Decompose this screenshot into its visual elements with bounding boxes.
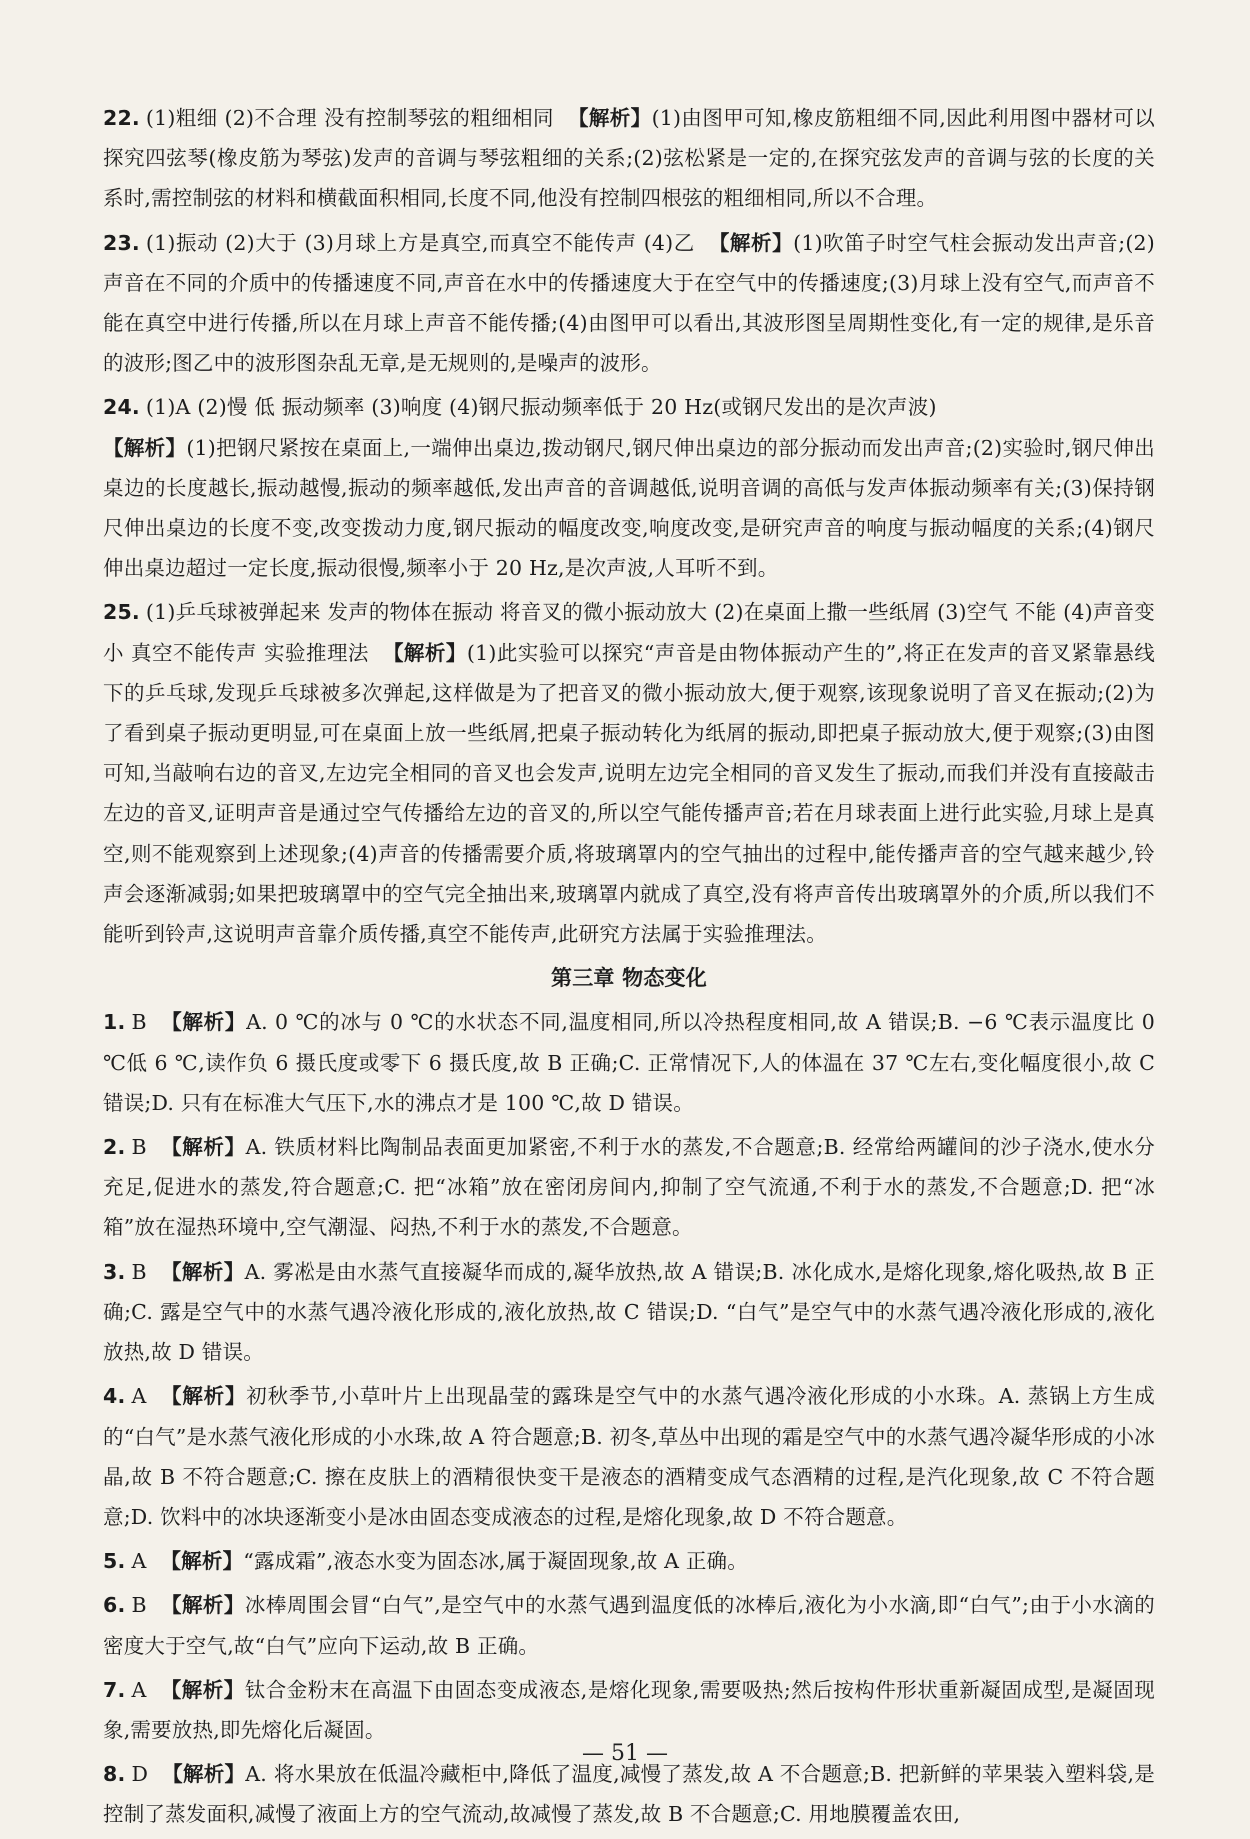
answer-text: B [131,1593,147,1618]
question-number: 2. [103,1135,126,1160]
answer-entry-2 [103,1127,1155,1248]
analysis-text: (1)把钢尺紧按在桌面上,一端伸出桌边,拨动钢尺,钢尺伸出桌边的部分振动而发出声音;(2)实验时,钢尺伸出桌边的长度越长,振动越慢,振动的频率越低,发出声音的音调越低,说明音调的高低与发声体振动频率有关;(3)保持钢尺伸出桌边的长度不变,改变拨动力度,钢尺振动的幅度改变,响度改变,是研究声音的响度与振动幅度的关系;(4)钢尺伸出桌边超过一定长度,振动很慢,频率小于 20 Hz,是次声波,人耳听不到。 [103,435,1155,581]
question-number: 4. [103,1384,126,1409]
analysis-tag: 【解析】 [567,106,652,130]
analysis-tag: 【解析】 [160,1677,245,1702]
answer-entry-5 [103,1541,1155,1581]
analysis-tag: 【解析】 [160,1549,244,1574]
answer-entry-8 [103,1754,1155,1834]
analysis-text: 初秋季节,小草叶片上出现晶莹的露珠是空气中的水蒸气遇冷液化形成的小水珠。A. 蒸锅上方生成的“白气”是水蒸气液化形成的小水珠,故 A 符合题意;B. 初冬,草丛中出现的霜是空气中的水蒸气遇冷凝华形成的小冰晶,故 B 不符合题意;C. 擦在皮肤上的酒精很快变干是液态的酒精变成气态酒精的过程,是汽化现象,故 C 不符合题意;D. 饮料中的冰块逐渐变小是冰由固态变成液态的过程,是熔化现象,故 D 不符合题意。 [103,1384,1155,1529]
analysis-text: A. 将水果放在低温冷藏柜中,降低了温度,减慢了蒸发,故 A 不合题意;B. 把新鲜的苹果装入塑料袋,是控制了蒸发面积,减慢了液面上方的空气流动,故减慢了蒸发,故 B 不合题意;C. 用地膜覆盖农田, [103,1762,1155,1827]
analysis-text: “露成霜”,液态水变为固态冰,属于凝固现象,故 A 正确。 [243,1549,748,1574]
page-number: — 51 — [582,1741,668,1766]
question-number: 23. [103,230,140,255]
question-number: 6. [103,1593,126,1618]
analysis-tag: 【解析】 [160,1010,247,1035]
question-number: 7. [103,1677,126,1702]
answer-text: A [131,1384,147,1409]
question-number: 5. [103,1549,126,1574]
answer-text: B [131,1135,147,1160]
question-number: 3. [103,1259,126,1284]
analysis-text: 钛合金粉末在高温下由固态变成液态,是熔化现象,需要吸热;然后按构件形状重新凝固成型,是凝固现象,需要放热,即先熔化后凝固。 [103,1677,1155,1742]
question-number: 8. [103,1762,126,1787]
analysis-tag: 【解析】 [708,230,794,255]
analysis-tag: 【解析】 [103,435,187,460]
analysis-tag: 【解析】 [160,1384,247,1409]
answer-entry-1 [103,1002,1155,1123]
analysis-text: (1)由图甲可知,橡皮筋粗细不同,因此利用图中器材可以探究四弦琴(橡皮筋为琴弦)发声的音调与琴弦粗细的关系;(2)弦松紧是一定的,在探究弦发声的音调与弦的长度的关系时,需控制弦的材料和横截面积相同,长度不同,他没有控制四根弦的粗细相同,所以不合理。 [103,106,1155,211]
answer-text: A [131,1549,147,1574]
question-number: 24. [103,395,140,420]
answer-entry-25 [103,592,1155,954]
question-number: 1. [103,1010,126,1035]
answer-entry-22 [103,98,1155,219]
page-content [103,98,1155,1839]
answer-entry-24 [103,387,1155,588]
answer-entry-4 [103,1376,1155,1537]
chapter-title: 第三章 物态变化 [551,966,707,991]
analysis-text: A. 铁质材料比陶制品表面更加紧密,不利于水的蒸发,不合题意;B. 经常给两罐间的沙子浇水,使水分充足,促进水的蒸发,符合题意;C. 把“冰箱”放在密闭房间内,抑制了空气流通,不利于水的蒸发,不合题意;D. 把“冰箱”放在湿热环境中,空气潮湿、闷热,不利于水的蒸发,不合题意。 [103,1135,1155,1240]
answer-text: (1)粗细 (2)不合理 没有控制琴弦的粗细相同 [145,106,554,130]
answer-entry-23 [103,223,1155,384]
analysis-text: A. 雾凇是由水蒸气直接凝华而成的,凝华放热,故 A 错误;B. 冰化成水,是熔化现象,熔化吸热,故 B 正确;C. 露是空气中的水蒸气遇冷液化形成的,液化放热,故 C 错误;D. “白气”是空气中的水蒸气遇冷液化形成的,液化放热,故 D 错误。 [103,1259,1155,1365]
analysis-tag: 【解析】 [382,640,467,665]
answer-entry-7 [103,1670,1155,1750]
analysis-text: A. 0 ℃的冰与 0 ℃的水状态不同,温度相同,所以冷热程度相同,故 A 错误;B. −6 ℃表示温度比 0 ℃低 6 ℃,读作负 6 摄氏度或零下 6 摄氏度,故 B 正确;C. 正常情况下,人的体温在 37 ℃左右,变化幅度很小,故 C 错误;D. 只有在标准大气压下,水的沸点才是 100 ℃,故 D 错误。 [103,1010,1155,1115]
answer-text: (1)振动 (2)大于 (3)月球上方是真空,而真空不能传声 (4)乙 [145,230,695,255]
answer-text: D [131,1762,149,1787]
answer-text: B [131,1259,147,1284]
answer-entry-3 [103,1252,1155,1373]
question-number: 25. [103,600,140,625]
analysis-text: 冰棒周围会冒“白气”,是空气中的水蒸气遇到温度低的冰棒后,液化为小水滴,即“白气”;由于小水滴的密度大于空气,故“白气”应向下运动,故 B 正确。 [103,1593,1155,1658]
answer-text: (1)A (2)慢 低 振动频率 (3)响度 (4)钢尺振动频率低于 20 Hz(或钢尺发出的是次声波) [145,395,937,420]
analysis-tag: 【解析】 [160,1593,245,1618]
question-number: 22. [103,106,140,130]
analysis-tag: 【解析】 [162,1762,246,1787]
analysis-text: (1)此实验可以探究“声音是由物体振动产生的”,将正在发声的音叉紧靠悬线下的乒乓球,发现乒乓球被多次弹起,这样做是为了把音叉的微小振动放大,便于观察,该现象说明了音叉在振动;(2)为了看到桌子振动更明显,可在桌面上放一些纸屑,把桌子振动转化为纸屑的振动,即把桌子振动放大,便于观察;(3)由图可知,当敲响右边的音叉,左边完全相同的音叉也会发声,说明左边完全相同的音叉发生了振动,而我们并没有直接敲击左边的音叉,证明声音是通过空气传播给左边的音叉的,所以空气能传播声音;若在月球表面上进行此实验,月球上是真空,则不能观察到上述现象;(4)声音的传播需要介质,将玻璃罩内的空气抽出的过程中,能传播声音的空气越来越少,铃声会逐渐减弱;如果把玻璃罩中的空气完全抽出来,玻璃罩内就成了真空,没有将声音传出玻璃罩外的介质,所以我们不能听到铃声,这说明声音靠介质传播,真空不能传声,此研究方法属于实验推理法。 [103,640,1155,947]
answer-entry-6 [103,1585,1155,1665]
answer-text: B [131,1010,147,1035]
analysis-tag: 【解析】 [160,1135,246,1160]
analysis-tag: 【解析】 [160,1259,245,1284]
analysis-text: (1)吹笛子时空气柱会振动发出声音;(2)声音在不同的介质中的传播速度不同,声音在水中的传播速度大于在空气中的传播速度;(3)月球上没有空气,而声音不能在真空中进行传播,所以在月球上声音不能传播;(4)由图甲可以看出,其波形图呈周期性变化,有一定的规律,是乐音的波形;图乙中的波形图杂乱无章,是无规则的,是噪声的波形。 [103,230,1155,376]
answer-text: A [131,1677,147,1702]
answer-text: (1)乒乓球被弹起来 发声的物体在振动 将音叉的微小振动放大 (2)在桌面上撒一些纸屑 (3)空气 不能 (4)声音变小 真空不能传声 实验推理法 [103,600,1155,665]
